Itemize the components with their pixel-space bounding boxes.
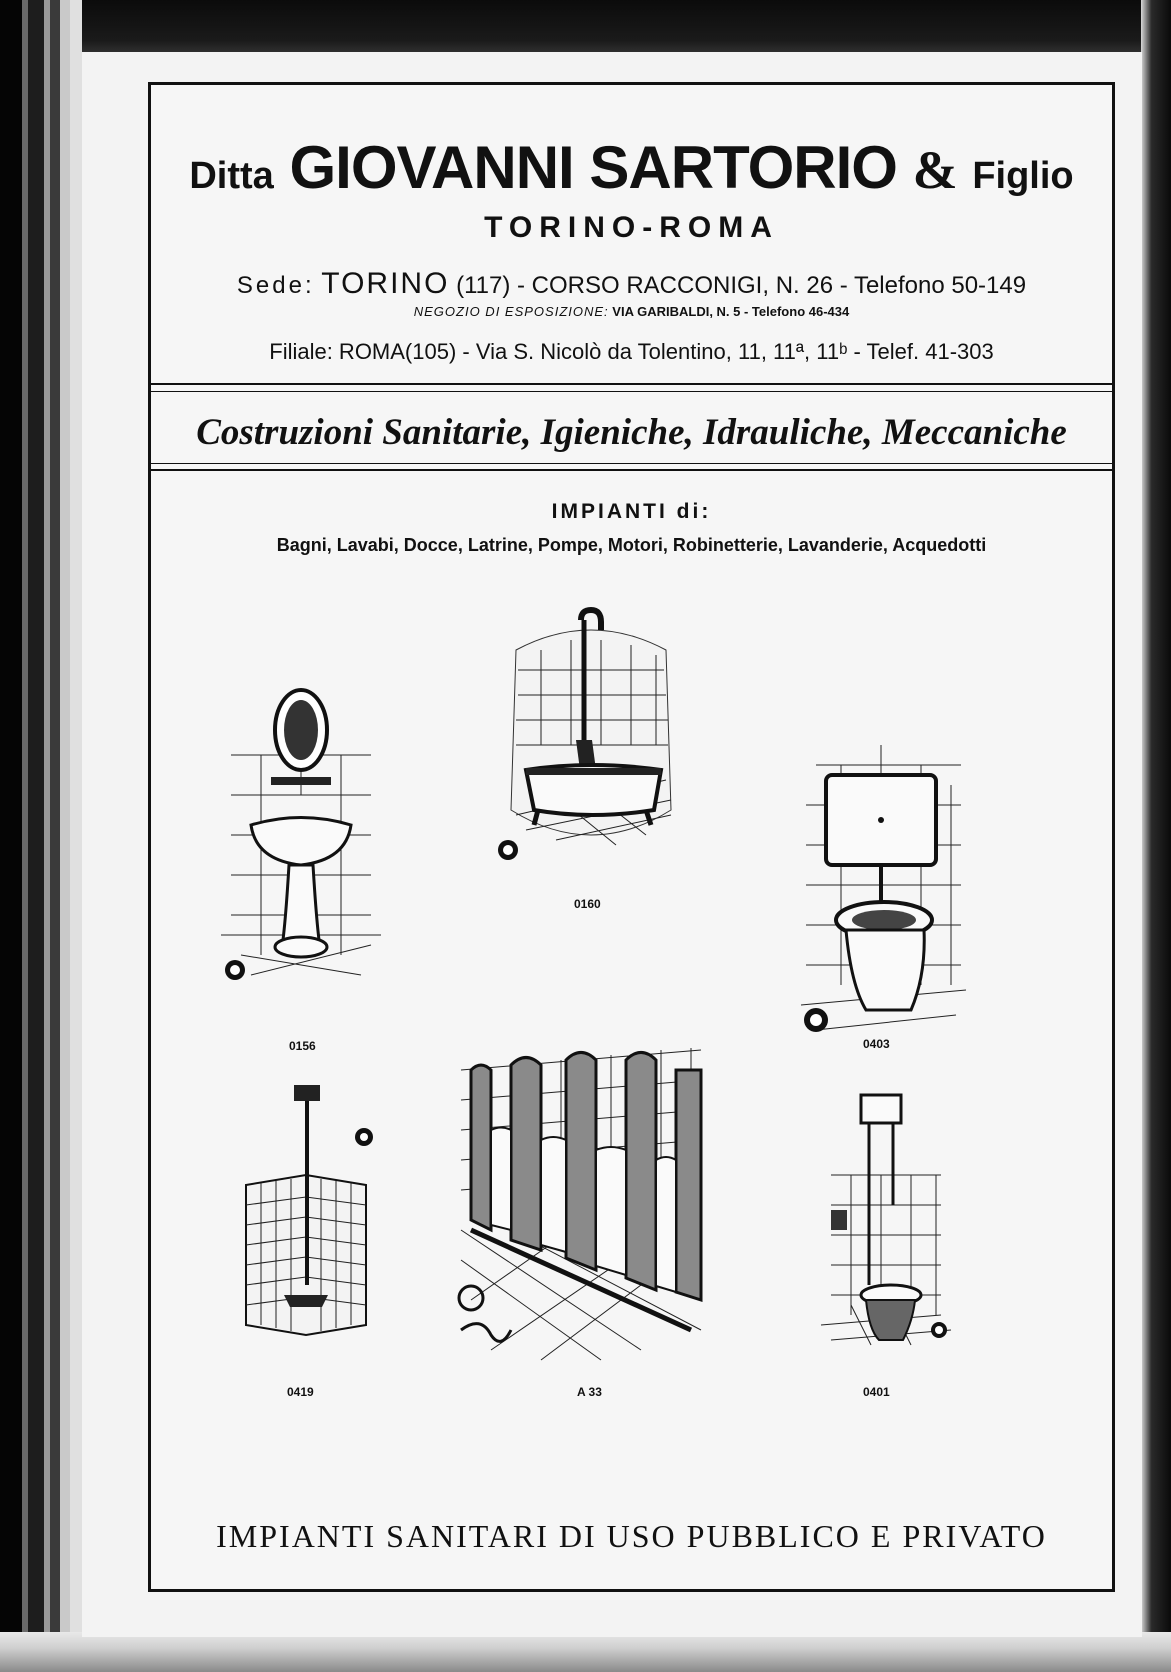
product-code: 0401 <box>863 1385 890 1399</box>
sede-line <box>151 267 1112 301</box>
product-code: A 33 <box>577 1385 602 1399</box>
scan-top-edge <box>0 0 1171 58</box>
footer-slogan: IMPIANTI SANITARI DI USO PUBBLICO E PRIVATO <box>216 1518 1047 1554</box>
divider-mid-thin <box>151 463 1112 464</box>
scan-bottom-edge <box>0 1632 1171 1672</box>
sede-city: TORINO <box>321 267 450 300</box>
sede-address: (117) - CORSO RACCONIGI, N. 26 - Telefono 50-149 <box>456 272 1027 299</box>
company-title <box>151 133 1112 202</box>
product-code: 0160 <box>574 897 601 911</box>
filiale-line: Filiale: ROMA(105) - Via S. Nicolò da Tolentino, 11, 11ª, 11ᵇ - Telef. 41-303 <box>269 339 994 364</box>
sede-label: Sede: <box>236 272 315 299</box>
shower-icon <box>236 1085 376 1335</box>
toilet-high-tank-icon <box>811 1095 951 1355</box>
negozio-address: VIA GARIBALDI, N. 5 - Telefono 46-434 <box>612 304 850 319</box>
title-ampersand: & <box>912 140 957 200</box>
negozio-line <box>151 304 1112 319</box>
impianti-heading: IMPIANTI di: <box>551 500 712 523</box>
tagline: Costruzioni Sanitarie, Igieniche, Idrauliche, Meccaniche <box>196 412 1067 453</box>
divider-mid <box>151 469 1112 471</box>
impianti-list: Bagni, Lavabi, Docce, Latrine, Pompe, Motori, Robinetterie, Lavanderie, Acquedotti <box>276 535 987 555</box>
product-code: 0403 <box>863 1037 890 1051</box>
washbasin-icon <box>221 685 381 985</box>
title-suffix: Figlio <box>972 155 1074 197</box>
scan-right-edge <box>1141 0 1171 1672</box>
product-code: 0419 <box>287 1385 314 1399</box>
bathtub-icon <box>496 610 686 880</box>
divider-top <box>151 383 1112 385</box>
divider-top-thin <box>151 391 1112 392</box>
title-name: GIOVANNI SARTORIO <box>289 134 897 201</box>
toilet-cistern-icon <box>796 745 966 1045</box>
advertisement-frame <box>148 82 1115 1592</box>
cities: TORINO-ROMA <box>484 211 779 244</box>
scan-left-edge <box>0 0 82 1672</box>
urinals-icon <box>451 1030 711 1360</box>
negozio-label: NEGOZIO DI ESPOSIZIONE: <box>413 304 609 319</box>
title-prefix: Ditta <box>189 155 274 197</box>
product-code: 0156 <box>289 1039 316 1053</box>
